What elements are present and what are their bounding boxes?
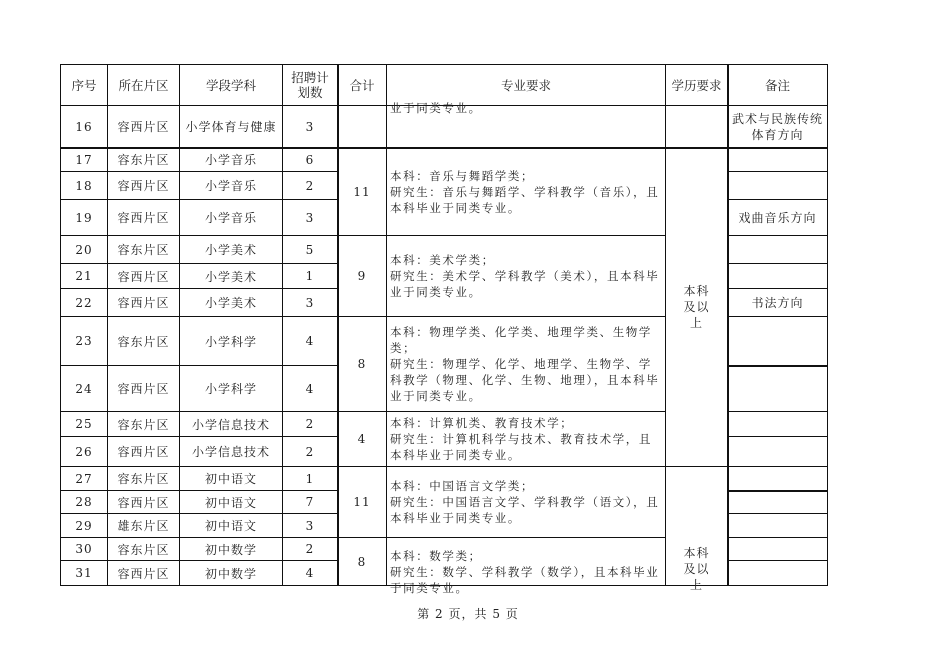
row-subject-text: 初中语文	[204, 519, 257, 533]
row-area	[107, 537, 180, 561]
row-plan-text: 1	[305, 471, 315, 486]
thick-divider	[61, 147, 828, 149]
row-subject	[179, 490, 283, 514]
row-area	[107, 316, 180, 366]
row-no	[60, 513, 108, 538]
row-plan	[282, 105, 338, 148]
row-plan-text: 2	[305, 178, 315, 193]
row-area	[107, 199, 180, 236]
row-plan	[282, 147, 338, 172]
row-plan-text: 4	[305, 381, 315, 396]
row-subject-text: 初中语文	[204, 472, 257, 486]
header-education	[665, 64, 728, 106]
header-subject	[179, 64, 283, 106]
row-area	[107, 560, 180, 586]
group-total	[337, 537, 387, 586]
header-note-text: 备注	[764, 77, 790, 93]
header-note	[727, 64, 828, 106]
row-subject-text: 小学音乐	[204, 179, 257, 193]
row-area-text: 容西片区	[117, 211, 170, 225]
header-no-text: 序号	[71, 77, 97, 93]
row-plan	[282, 466, 338, 491]
row-subject	[179, 171, 283, 200]
row-subject-text: 小学美术	[204, 296, 257, 310]
row-no	[60, 147, 108, 172]
row-no	[60, 288, 108, 317]
row-no	[60, 316, 108, 366]
page-footer: 第 2 页，共 5 页	[417, 607, 519, 621]
group-total-text: 9	[357, 269, 367, 283]
row-area-text: 容西片区	[117, 269, 170, 284]
row-subject	[179, 316, 283, 366]
row-plan	[282, 235, 338, 264]
row-subject	[179, 365, 283, 412]
row-subject-text: 小学美术	[204, 243, 257, 257]
row-area-text: 容东片区	[117, 472, 170, 486]
row-note	[727, 537, 828, 561]
group-total	[337, 105, 387, 148]
row-area-text: 容东片区	[117, 334, 170, 349]
row-note-text: 书法方向	[751, 295, 804, 310]
row-plan-text: 4	[305, 334, 315, 348]
group-total-text: 8	[357, 357, 367, 371]
row-note	[727, 316, 828, 366]
row-no	[60, 466, 108, 491]
row-subject	[179, 466, 283, 491]
row-subject	[179, 147, 283, 172]
major-requirement	[386, 101, 666, 148]
row-area	[107, 171, 180, 200]
header-total-text: 合计	[349, 77, 375, 93]
row-no	[60, 537, 108, 561]
header-plan	[282, 64, 338, 106]
row-subject	[179, 105, 283, 148]
row-no-text: 24	[75, 381, 93, 396]
row-no-text: 25	[75, 417, 93, 431]
row-area-text: 容东片区	[117, 417, 170, 432]
row-plan	[282, 436, 338, 467]
major-requirement	[386, 235, 666, 317]
education-requirement	[665, 147, 728, 467]
row-area	[107, 411, 180, 437]
thick-divider	[728, 490, 828, 492]
major-requirement	[386, 147, 666, 236]
row-note-text: 武术与民族传统体育方向	[731, 111, 823, 142]
row-no	[60, 199, 108, 236]
row-no-text: 30	[75, 542, 93, 556]
group-total	[337, 466, 387, 538]
row-note	[727, 365, 828, 412]
row-note	[727, 263, 828, 289]
row-area	[107, 513, 180, 538]
row-no	[60, 105, 108, 148]
row-plan-text: 3	[305, 295, 315, 310]
major-requirement	[386, 537, 666, 595]
major-requirement	[386, 316, 666, 412]
row-subject	[179, 263, 283, 289]
row-no-text: 18	[75, 178, 93, 193]
row-plan	[282, 537, 338, 561]
row-area-text: 容东片区	[117, 542, 170, 557]
row-subject	[179, 235, 283, 264]
row-no	[60, 263, 108, 289]
row-subject-text: 小学音乐	[204, 153, 257, 167]
row-no-text: 23	[75, 334, 93, 348]
row-subject-text: 小学音乐	[204, 211, 257, 225]
row-area	[107, 490, 180, 514]
major-requirement-text: 业于同类专业。	[390, 101, 482, 115]
row-note	[727, 288, 828, 317]
row-no	[60, 365, 108, 412]
row-no-text: 20	[75, 242, 93, 257]
major-requirement-text: 本科：音乐与舞蹈学类； 研究生：音乐与舞蹈学、学科教学（音乐），且本科毕业于同类专业。	[390, 168, 660, 215]
row-plan	[282, 365, 338, 412]
education-requirement	[665, 466, 728, 592]
row-area-text: 容东片区	[117, 243, 170, 257]
row-subject	[179, 199, 283, 236]
row-subject-text: 初中数学	[204, 566, 257, 581]
major-requirement-text: 本科：物理学类、化学类、地理学类、生物学类； 研究生：物理学、化学、地理学、生物学、学科教学（物理、化学、生物、地理），且本科毕业于同类专业。	[390, 325, 660, 403]
row-area-text: 雄东片区	[117, 519, 170, 533]
row-area-text: 容东片区	[117, 153, 170, 167]
row-plan-text: 3	[305, 119, 315, 134]
group-total	[337, 411, 387, 467]
education-requirement	[665, 105, 728, 148]
group-total-text: 11	[353, 495, 371, 509]
group-total-text: 4	[357, 432, 367, 446]
row-plan-text: 5	[305, 242, 315, 257]
row-no-text: 27	[75, 471, 93, 486]
thick-divider	[727, 65, 729, 586]
row-area-text: 容西片区	[117, 566, 170, 581]
row-no-text: 17	[75, 152, 93, 167]
row-plan	[282, 560, 338, 586]
row-plan-text: 3	[305, 210, 315, 225]
row-plan	[282, 263, 338, 289]
row-plan-text: 2	[305, 417, 315, 431]
row-note	[727, 436, 828, 467]
row-no	[60, 235, 108, 264]
row-no-text: 26	[75, 444, 93, 459]
row-no-text: 28	[75, 495, 93, 509]
header-area-text: 所在片区	[118, 77, 169, 93]
row-plan-text: 1	[305, 269, 315, 283]
education-requirement-text: 本科及以上	[683, 284, 710, 330]
header-total	[337, 64, 387, 106]
row-no-text: 29	[75, 518, 93, 533]
row-subject	[179, 288, 283, 317]
row-note	[727, 411, 828, 437]
row-plan-text: 6	[305, 152, 315, 167]
row-subject-text: 小学体育与健康	[185, 120, 277, 134]
row-area	[107, 466, 180, 491]
row-no-text: 22	[75, 295, 93, 310]
row-area	[107, 263, 180, 289]
row-subject-text: 初中数学	[204, 542, 257, 557]
group-total	[337, 147, 387, 236]
major-requirement-text: 本科：数学类； 研究生：数学、学科教学（数学），且本科毕业于同类专业。	[390, 549, 660, 595]
row-subject-text: 小学美术	[204, 269, 257, 284]
row-subject-text: 小学科学	[204, 334, 257, 349]
row-area	[107, 105, 180, 148]
row-subject-text: 小学信息技术	[191, 417, 270, 432]
row-area	[107, 365, 180, 412]
thick-divider	[728, 365, 828, 367]
row-note	[727, 560, 828, 586]
row-note	[727, 171, 828, 200]
major-requirement	[386, 466, 666, 538]
row-no	[60, 411, 108, 437]
row-area-text: 容西片区	[117, 382, 170, 396]
group-total	[337, 316, 387, 412]
row-area	[107, 147, 180, 172]
row-plan-text: 4	[305, 566, 315, 580]
row-note	[727, 147, 828, 172]
row-no-text: 16	[75, 119, 93, 134]
row-note	[727, 513, 828, 538]
row-no	[60, 171, 108, 200]
row-plan	[282, 171, 338, 200]
row-area-text: 容西片区	[117, 179, 170, 193]
row-no	[60, 560, 108, 586]
row-area-text: 容西片区	[117, 120, 170, 134]
row-no-text: 31	[75, 566, 93, 580]
row-note	[727, 490, 828, 514]
row-subject	[179, 537, 283, 561]
row-no	[60, 490, 108, 514]
thick-divider	[337, 65, 339, 586]
header-area	[107, 64, 180, 106]
row-subject	[179, 436, 283, 467]
row-no	[60, 436, 108, 467]
row-subject-text: 初中语文	[204, 495, 257, 510]
header-no	[60, 64, 108, 106]
group-total	[337, 235, 387, 317]
row-area-text: 容西片区	[117, 495, 170, 510]
major-requirement-text: 本科：计算机类、教育技术学； 研究生：计算机科学与技术、教育技术学，且本科毕业于同类专业。	[390, 416, 652, 462]
group-total-text: 11	[353, 184, 371, 199]
major-requirement	[386, 411, 666, 467]
header-plan-text: 招聘计划数	[291, 70, 329, 100]
header-education-text: 学历要求	[671, 77, 722, 93]
row-note	[727, 235, 828, 264]
row-note-text: 戏曲音乐方向	[738, 210, 817, 225]
row-note	[727, 105, 828, 148]
row-area-text: 容西片区	[117, 296, 170, 310]
row-area-text: 容西片区	[117, 445, 170, 459]
row-plan-text: 3	[305, 518, 315, 533]
row-subject-text: 小学信息技术	[191, 445, 270, 459]
header-subject-text: 学段学科	[205, 77, 256, 93]
row-plan	[282, 513, 338, 538]
major-requirement-text: 本科：美术学类； 研究生：美术学、学科教学（美术），且本科毕业于同类专业。	[390, 253, 660, 299]
row-area	[107, 288, 180, 317]
row-plan	[282, 199, 338, 236]
header-major-text: 专业要求	[500, 77, 551, 93]
row-area	[107, 235, 180, 264]
row-plan	[282, 411, 338, 437]
row-plan	[282, 316, 338, 366]
row-no-text: 19	[75, 210, 93, 225]
row-subject-text: 小学科学	[204, 382, 257, 396]
row-no-text: 21	[75, 269, 93, 283]
major-requirement-text: 本科：中国语言文学类； 研究生：中国语言文学、学科教学（语文），且本科毕业于同类专业。	[390, 479, 660, 525]
row-area	[107, 436, 180, 467]
row-plan-text: 7	[305, 495, 315, 509]
row-plan-text: 2	[305, 444, 315, 459]
education-requirement-text: 本科及以上	[683, 546, 710, 592]
row-subject	[179, 560, 283, 586]
row-subject	[179, 411, 283, 437]
row-note	[727, 199, 828, 236]
row-plan	[282, 288, 338, 317]
row-subject	[179, 513, 283, 538]
row-plan-text: 2	[305, 542, 315, 556]
group-total-text: 8	[357, 554, 367, 569]
row-note	[727, 466, 828, 491]
row-plan	[282, 490, 338, 514]
